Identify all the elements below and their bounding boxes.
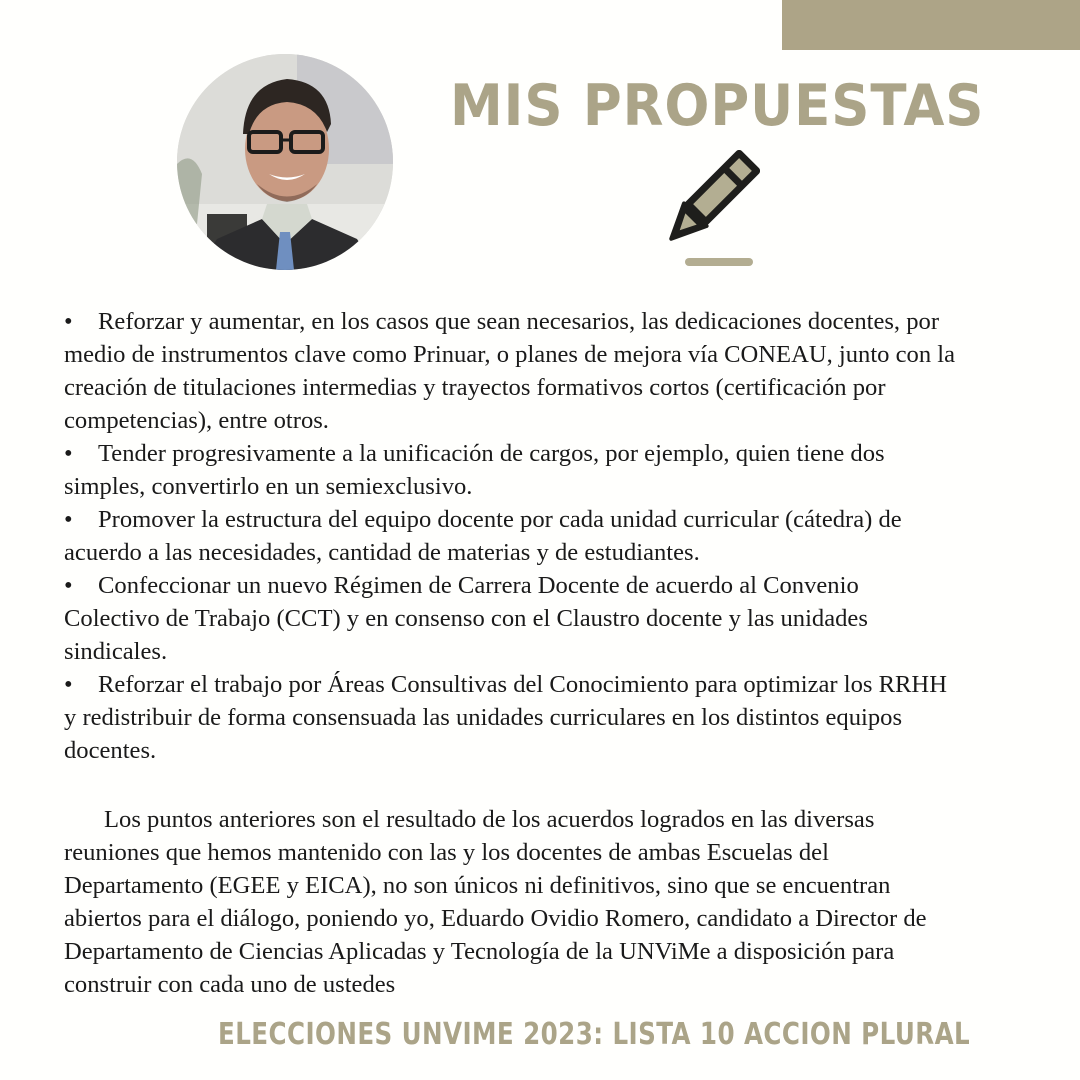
proposal-item	[64, 569, 1054, 668]
candidate-photo	[177, 54, 393, 270]
proposal-line: acuerdo a las necesidades, cantidad de materias y de estudiantes.	[64, 539, 700, 566]
proposal-item	[64, 668, 1054, 767]
pencil-icon	[656, 150, 760, 254]
proposal-line: sindicales.	[64, 638, 168, 665]
bullet: •	[64, 308, 73, 335]
proposal-line: simples, convertirlo en un semiexclusivo.	[64, 473, 473, 500]
proposal-line: competencias), entre otros.	[64, 407, 329, 434]
bullet: •	[64, 506, 73, 533]
closing-line: reuniones que hemos mantenido con las y los docentes de ambas Escuelas del	[64, 839, 829, 866]
bullet: •	[64, 440, 73, 467]
closing-line: Departamento (EGEE y EICA), no son únicos ni definitivos, sino que se encuentran	[64, 872, 891, 899]
proposal-line: Promover la estructura del equipo docente por cada unidad curricular (cátedra) de	[98, 506, 902, 533]
proposal-line: Confeccionar un nuevo Régimen de Carrera Docente de acuerdo al Convenio	[98, 572, 859, 599]
pencil-underline	[685, 258, 753, 266]
paragraph-spacer	[64, 767, 1054, 803]
bullet: •	[64, 572, 73, 599]
closing-line: Los puntos anteriores son el resultado de los acuerdos logrados en las diversas	[104, 806, 875, 833]
proposals-list	[64, 305, 1054, 1001]
proposal-line: docentes.	[64, 737, 157, 764]
portrait-image	[177, 54, 393, 270]
proposal-line: y redistribuir de forma consensuada las unidades curriculares en los distintos equipos	[64, 704, 903, 731]
proposal-line: creación de titulaciones intermedias y trayectos formativos cortos (certificación por	[64, 374, 886, 401]
top-accent-bar	[782, 0, 1080, 50]
proposal-line: medio de instrumentos clave como Prinuar, o planes de mejora vía CONEAU, junto con la	[64, 341, 956, 368]
closing-line: construir con cada uno de ustedes	[64, 971, 396, 998]
page-title: MIS PROPUESTAS	[450, 73, 985, 139]
proposal-line: Reforzar el trabajo por Áreas Consultivas del Conocimiento para optimizar los RRHH	[98, 671, 947, 698]
bullet: •	[64, 671, 73, 698]
closing-paragraph	[64, 803, 1054, 1001]
proposal-item	[64, 503, 1054, 569]
proposal-line: Reforzar y aumentar, en los casos que sean necesarios, las dedicaciones docentes, por	[98, 308, 940, 335]
footer-slogan: ELECCIONES UNVIME 2023: LISTA 10 ACCION PLURAL	[218, 1017, 971, 1052]
closing-line: abiertos para el diálogo, poniendo yo, Eduardo Ovidio Romero, candidato a Director de	[64, 905, 927, 932]
proposal-line: Colectivo de Trabajo (CCT) y en consenso con el Claustro docente y las unidades	[64, 605, 868, 632]
closing-line: Departamento de Ciencias Aplicadas y Tecnología de la UNViMe a disposición para	[64, 938, 895, 965]
proposal-item	[64, 305, 1054, 437]
proposal-item	[64, 437, 1054, 503]
proposal-line: Tender progresivamente a la unificación de cargos, por ejemplo, quien tiene dos	[98, 440, 885, 467]
